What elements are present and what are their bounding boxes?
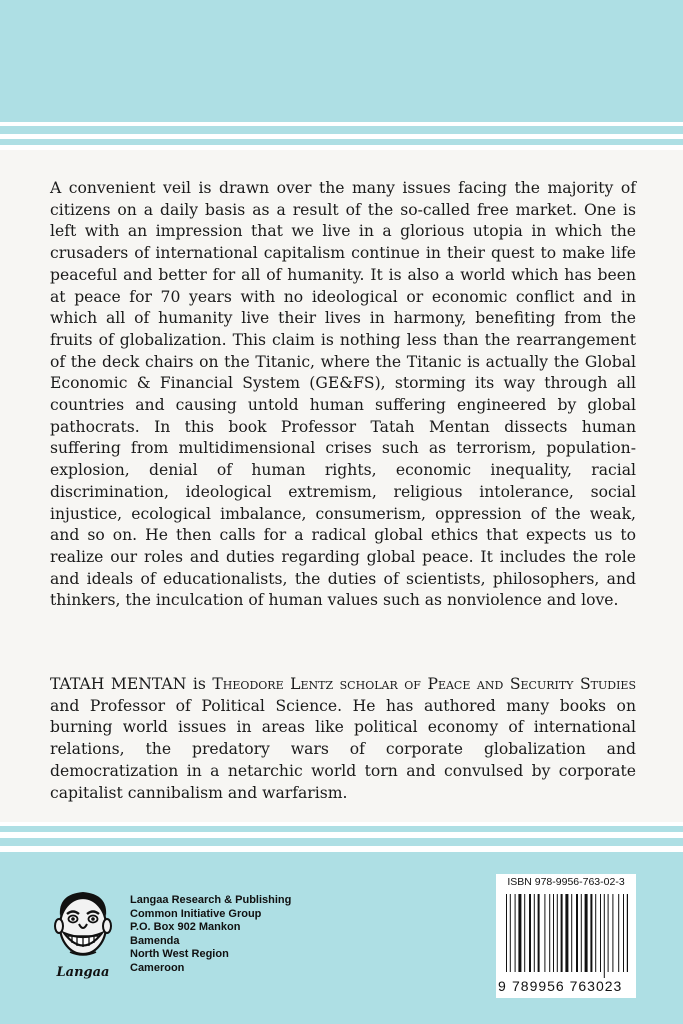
- bottom-stripe-1: [0, 826, 683, 832]
- langaa-grinning-face-icon: [50, 886, 116, 982]
- top-stripe-1: [0, 126, 683, 134]
- bio-is: is: [186, 675, 213, 693]
- publisher-line: North West Region: [130, 948, 229, 960]
- publisher-line: Cameroon: [130, 961, 185, 974]
- barcode-bar: [529, 894, 531, 972]
- barcode-panel: [496, 874, 636, 998]
- barcode-bar: [604, 894, 605, 978]
- barcode-bar: [576, 894, 578, 972]
- barcode-bar: [561, 894, 563, 972]
- barcode-number-lead: 9: [498, 978, 507, 994]
- barcode-bar: [515, 894, 516, 972]
- book-blurb: A convenient veil is drawn over the many issues facing the majority of citizens on a daily basis as a result of the so-called free market. One is left with an impression that we live in a glorious utopia in which the crusaders of international capitalism continue in their quest to make life peaceful and better for all of humanity. It is also a world which has been at peace for 70 years with no ideological or economic conflict and in which all of humanity live their lives in harmony, benefiting from the fruits of globalization. This claim is nothing less than the rearrangement of the deck chairs on the Titanic, where the Titanic is actually the Global Economic & Financial System (GE&FS), storming its way through all countries and causing untold human suffering engineered by global pathocrats. In this book Professor Tatah Mentan dissects human suffering from multidimensional crises such as terrorism, population-explosion, denial of human rights, economic inequality, racial discrimination, ideological extremism, religious intolerance, social injustice, ecological imbalance, consumerism, oppression of the weak, and so on. He then calls for a radical global ethics that expects us to realize our roles and duties regarding global peace. It includes the role and ideals of educationalists, the duties of scientists, philosophers, and thinkers, the inculcation of human values such as nonviolence and love.: [50, 179, 636, 610]
- author-bio: [50, 674, 636, 804]
- barcode-bar: [608, 894, 609, 972]
- barcode-number-rest: 789956 763023: [512, 978, 623, 994]
- barcode-bar: [618, 894, 619, 972]
- barcode-bar: [623, 894, 624, 972]
- barcode-graphic: [504, 894, 628, 978]
- bio-rest: and Professor of Political Science. He has authored many books on burning world issues in areas like political economy of international relations, the predatory wars of corporate globalization and democratization in a netarchic world torn and convulsed by corporate capitalist cannibalism and warfarism.: [50, 696, 636, 802]
- author-name: TATAH MENTAN: [50, 675, 187, 693]
- publisher-line: Common Initiative Group: [130, 907, 262, 920]
- barcode-bar: [549, 894, 550, 972]
- barcode-bar: [553, 894, 554, 972]
- publisher-line: P.O. Box 902 Mankon: [130, 921, 241, 933]
- bottom-stripe-2: [0, 838, 683, 846]
- barcode-bar: [510, 894, 511, 972]
- barcode-bar: [518, 894, 521, 972]
- author-title: Theodore Lentz scholar of Peace and Security Studies: [212, 675, 636, 693]
- barcode-bar: [534, 894, 535, 972]
- publisher-address: [130, 894, 360, 975]
- barcode-bar: [524, 894, 525, 972]
- barcode-bar: [571, 894, 572, 972]
- barcode-bar: [544, 894, 545, 972]
- top-color-band: [0, 0, 683, 122]
- barcode-bar: [585, 894, 588, 972]
- isbn-label: ISBN 978-9956-763-02-3: [507, 876, 625, 888]
- logo-wordmark: Langaa: [56, 965, 110, 980]
- publisher-line: Langaa Research & Publishing: [130, 894, 292, 906]
- barcode-bar: [506, 894, 507, 972]
- barcode-bar: [590, 894, 592, 972]
- barcode-bar: [581, 894, 582, 972]
- top-stripe-2: [0, 139, 683, 145]
- barcode-bar: [538, 894, 540, 972]
- barcode-bar: [557, 894, 558, 972]
- langaa-logo-icon: [50, 886, 116, 982]
- barcode-bar: [565, 894, 568, 972]
- publisher-line: Bamenda: [130, 934, 180, 947]
- barcode-bar: [600, 894, 601, 972]
- barcode-bar: [612, 894, 613, 972]
- barcode-bar: [627, 894, 628, 972]
- barcode-bar: [595, 894, 596, 972]
